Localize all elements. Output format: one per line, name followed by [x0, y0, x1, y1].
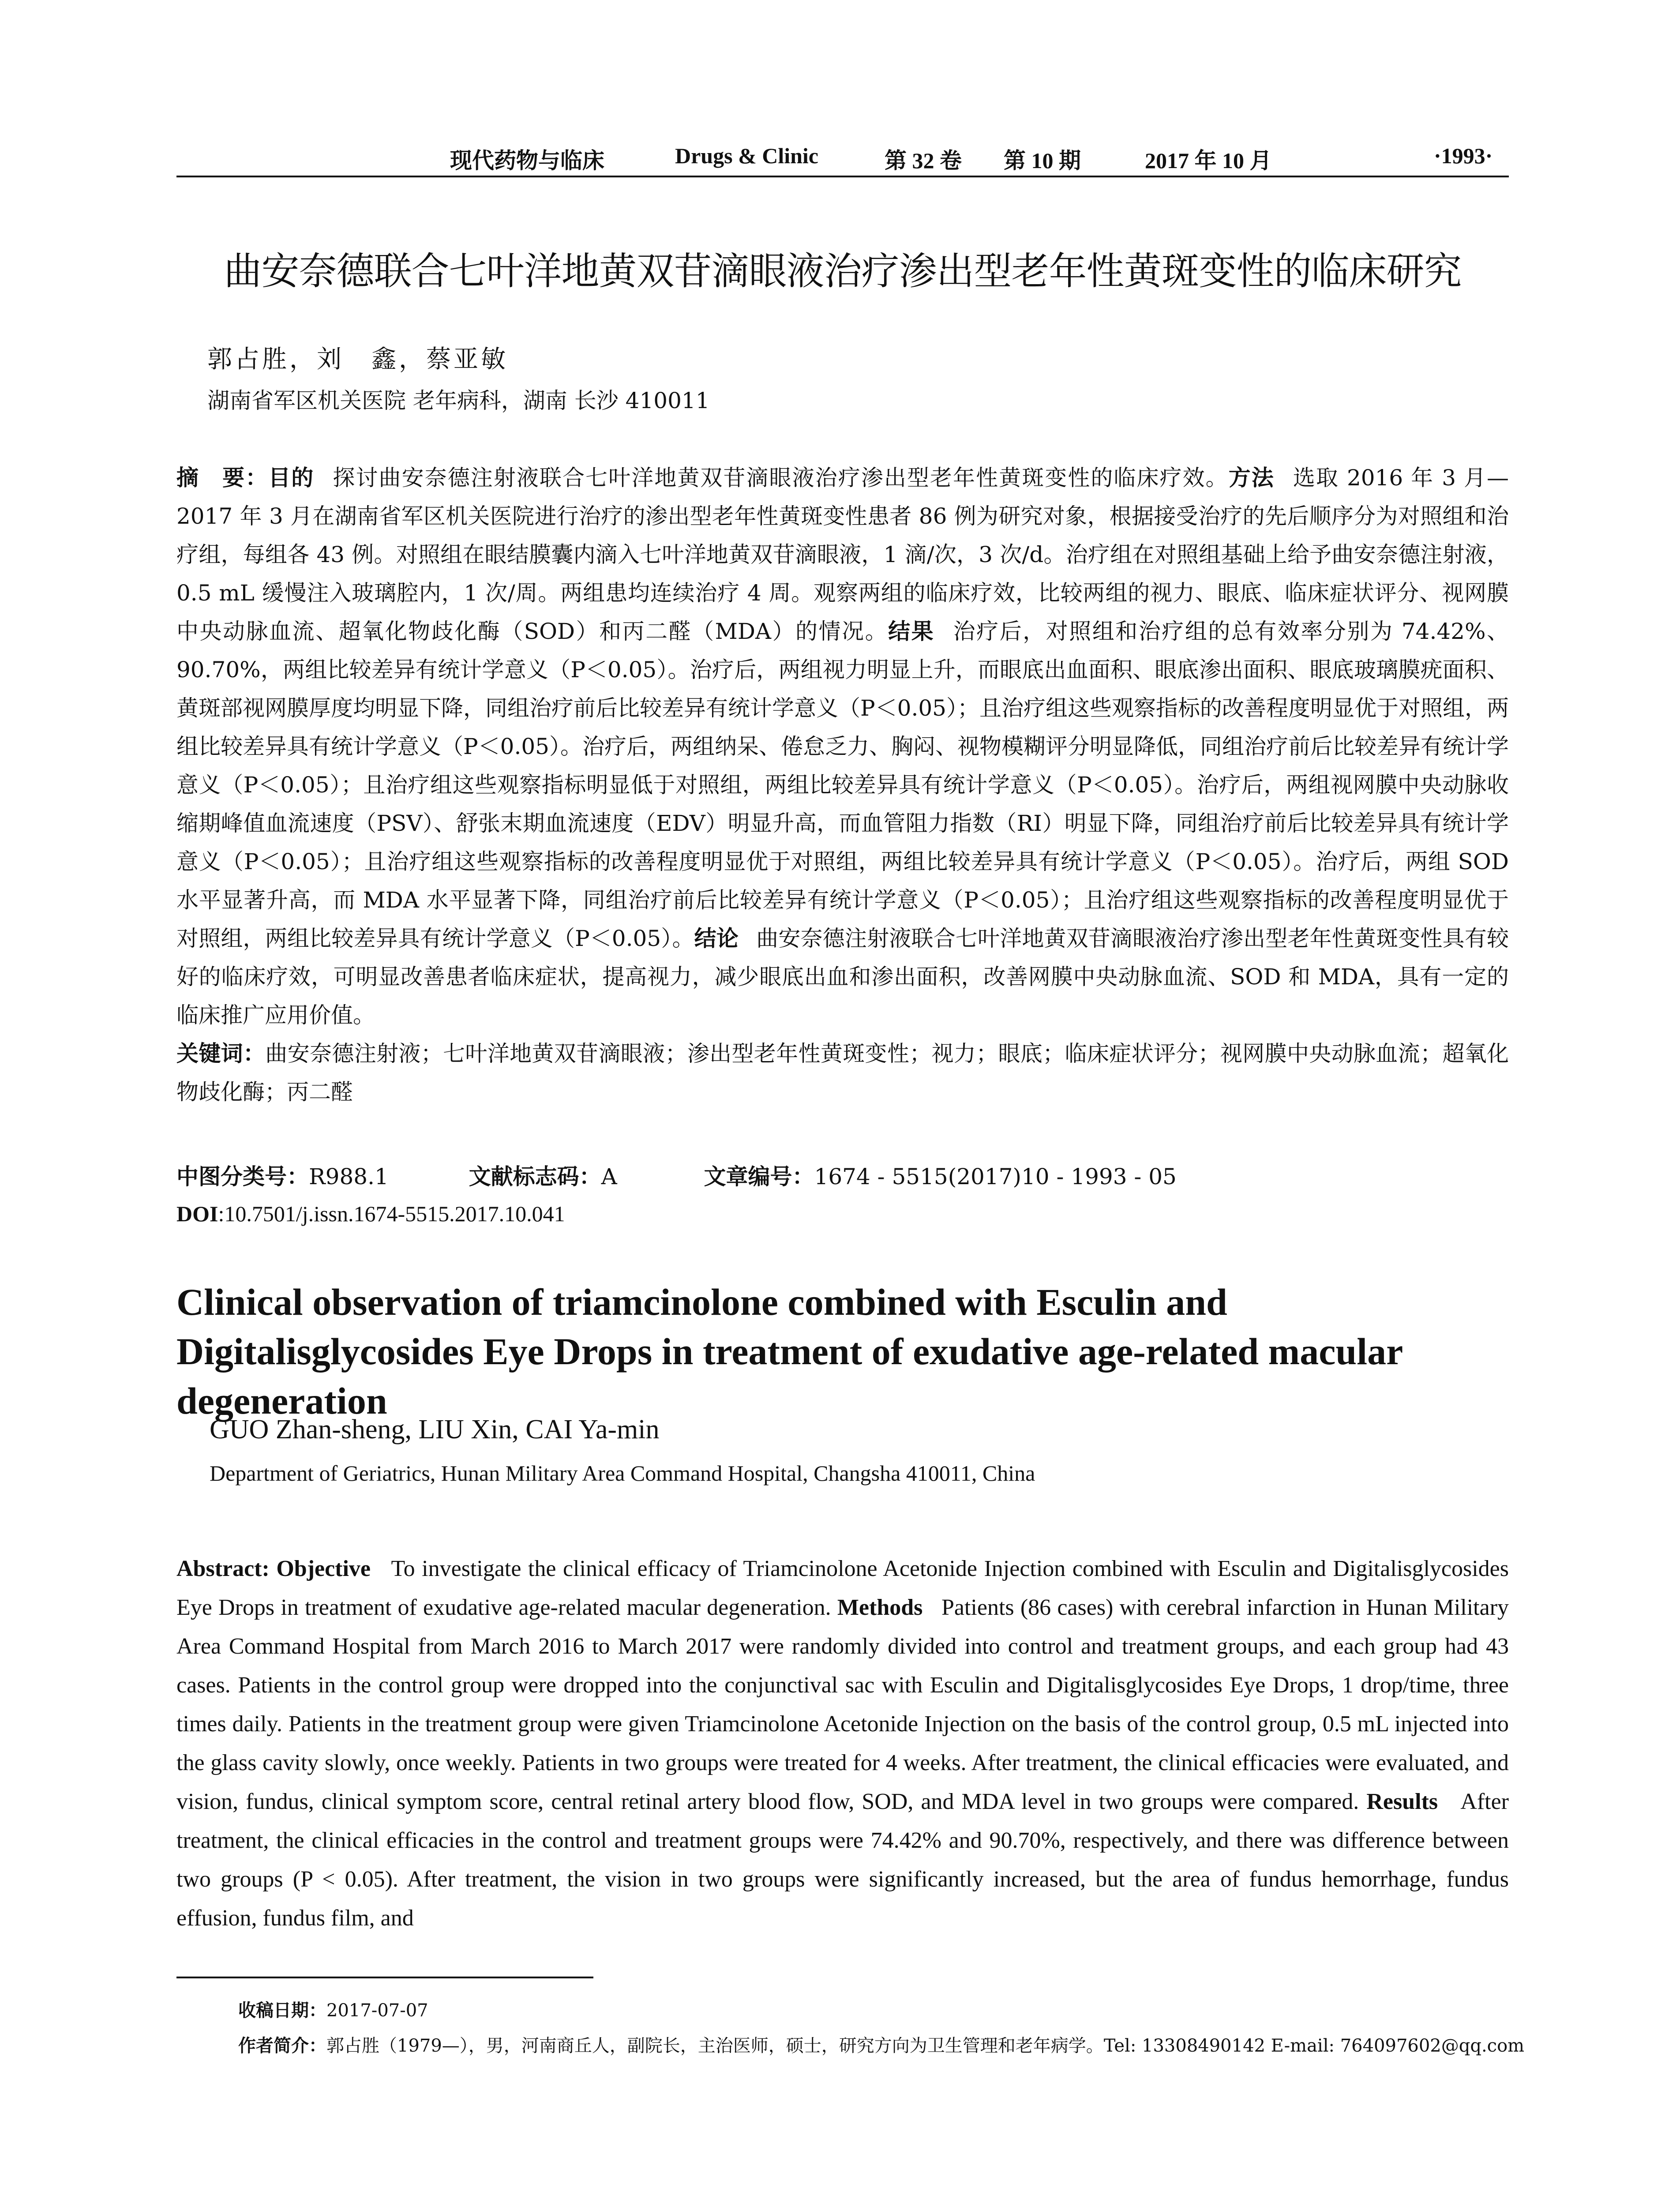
methods-label-en: Methods — [837, 1595, 923, 1620]
affiliation-cn: 湖南省军区机关医院 老年病科，湖南 长沙 410011 — [207, 388, 710, 413]
doi-value: :10.7501/j.issn.1674-5515.2017.10.041 — [218, 1201, 565, 1226]
journal-name-cn: 现代药物与临床 — [450, 148, 604, 173]
results-text-cn: 治疗后，对照组和治疗组的总有效率分别为 74.42%、90.70%，两组比较差异有统计学意义（P＜0.05）。治疗后，两组视力明显上升，而眼底出血面积、眼底渗出面积、眼底玻璃膜疣面积、黄斑部视网膜厚度均明显下降，同组治疗前后比较差异有统计学意义（P＜0.05）；且治疗组这些观察指标的改善程度明显优于对照组，两组比较差异具有统计学意义（P＜0.05）。治疗后，两组纳呆、倦怠乏力、胸闷、视物模糊评分明显降低，同组治疗前后比较差异有统计学意义（P＜0.05）；且治疗组这些观察指标明显低于对照组，两组比较差异具有统计学意义（P＜0.05）。治疗后，两组视网膜中央动脉收缩期峰值血流速度（PSV）、舒张末期血流速度（EDV）明显升高，而血管阻力指数（RI）明显下降，同组治疗前后比较差异具有统计学意义（P＜0.05）；且治疗组这些观察指标的改善程度明显优于对照组，两组比较差异具有统计学意义（P＜0.05）。治疗后，两组 SOD 水平显著升高，而 MDA 水平显著下降，同组治疗前后比较差异有统计学意义（P＜0.05）；且治疗组这些观察指标的改善程度明显优于对照组，两组比较差异具有统计学意义（P＜0.05）。 — [176, 619, 1509, 951]
footnote-rule — [176, 1977, 593, 1978]
title-cn: 曲安奈德联合七叶洋地黄双苷滴眼液治疗渗出型老年性黄斑变性的临床研究 — [224, 249, 1462, 293]
results-label-en: Results — [1366, 1789, 1438, 1814]
journal-name-en: Drugs & Clinic — [675, 143, 818, 168]
doi-line — [176, 1195, 1509, 1232]
doc-code-value: A — [601, 1164, 617, 1189]
article-number-label: 文章编号： — [704, 1164, 814, 1189]
keywords-cn — [176, 1035, 1509, 1111]
abstract-en-label: Abstract: Objective — [176, 1556, 371, 1581]
running-head — [176, 140, 1509, 177]
authors-cn: 郭占胜，刘 鑫，蔡亚敏 — [207, 345, 508, 374]
keywords-text-cn: 曲安奈德注射液；七叶洋地黄双苷滴眼液；渗出型老年性黄斑变性；视力；眼底；临床症状评分；视网膜中央动脉血流；超氧化物歧化酶；丙二醛 — [176, 1041, 1509, 1105]
abstract-cn-body — [176, 459, 1509, 1035]
authors-en: GUO Zhan-sheng, LIU Xin, CAI Ya-min — [210, 1414, 660, 1444]
issue: 第 10 期 — [1004, 148, 1081, 173]
footnote-received — [238, 1996, 428, 2022]
classification-line — [176, 1158, 1509, 1195]
issue-date: 2017 年 10 月 — [1145, 148, 1272, 173]
conclusion-text-cn: 曲安奈德注射液联合七叶洋地黄双苷滴眼液治疗渗出型老年性黄斑变性具有较好的临床疗效，可明显改善患者临床症状，提高视力，减少眼底出血和渗出面积，改善网膜中央动脉血流、SOD 和 MDA，具有一定的临床推广应用价值。 — [176, 926, 1509, 1028]
article-number-value: 1674 - 5515(2017)10 - 1993 - 05 — [814, 1164, 1177, 1189]
results-label-cn: 结果 — [888, 619, 935, 644]
doi-label: DOI — [176, 1201, 218, 1226]
doc-code-label: 文献标志码： — [469, 1164, 601, 1189]
abstract-cn-label: 摘 要： — [176, 465, 269, 491]
methods-text-cn: 选取 2016 年 3 月—2017 年 3 月在湖南省军区机关医院进行治疗的渗出型老年性黄斑变性患者 86 例为研究对象，根据接受治疗的先后顺序分为对照组和治疗组，每组各 43 例。对照组在眼结膜囊内滴入七叶洋地黄双苷滴眼液，1 滴/次，3 次/d。治疗组在对照组基础上给予曲安奈德注射液，0.5 mL 缓慢注入玻璃腔内，1 次/周。两组患均连续治疗 4 周。观察两组的临床疗效，比较两组的视力、眼底、临床症状评分、视网膜中央动脉血流、超氧化物歧化酶（SOD）和丙二醛（MDA）的情况。 — [176, 465, 1509, 644]
abstract-cn — [176, 459, 1509, 1111]
title-en: Clinical observation of triamcinolone combined with Esculin and Digitalisglycosides Eye Drops in treatment of exudative age-related macular degeneration — [176, 1281, 1402, 1422]
methods-text-en: Patients (86 cases) with cerebral infarction in Hunan Military Area Command Hospital from March 2016 to March 2017 were randomly divided into control and treatment groups, and each group had 43 cases. Patients in the control group were dropped into the conjunctival sac with Esculin and Digitalisglycosides Eye Drops, 1 drop/time, three times daily. Patients in the treatment group were given Triamcinolone Acetonide Injection on the basis of the control group, 0.5 mL injected into the glass cavity slowly, once weekly. Patients in two groups were treated for 4 weeks. After treatment, the clinical efficacies were evaluated, and vision, fundus, clinical symptom score, central retinal artery blood flow, SOD, and MDA level in two groups were compared. — [176, 1595, 1509, 1814]
objective-text-en: To investigate the clinical efficacy of Triamcinolone Acetonide Injection combined with Esculin and Digitalisglycosides Eye Drops in treatment of exudative age-related macular degeneration. — [176, 1556, 1509, 1620]
keywords-label-cn: 关键词： — [176, 1041, 266, 1066]
results-text-en: After treatment, the clinical efficacies in the control and treatment groups were 74.42% and 90.70%, respectively, and there was difference between two groups (P < 0.05). After treatment, the vision in two groups were significantly increased, but the area of fundus hemorrhage, fundus effusion, fundus film, and — [176, 1789, 1509, 1931]
abstract-en — [176, 1549, 1509, 1938]
clc-label: 中图分类号： — [176, 1164, 309, 1189]
objective-label-cn: 目的 — [268, 465, 315, 491]
clc-value: R988.1 — [309, 1164, 389, 1189]
author-bio-label: 作者简介： — [238, 2036, 326, 2056]
methods-label-cn: 方法 — [1228, 465, 1275, 491]
author-bio-text: 郭占胜（1979—），男，河南商丘人，副院长，主治医师，硕士，研究方向为卫生管理和老年病学。Tel: 13308490142 E-mail: 764097602@qq.com — [326, 2036, 1525, 2056]
affiliation-en: Department of Geriatrics, Hunan Military Area Command Hospital, Changsha 410011, China — [210, 1461, 1035, 1486]
objective-text-cn: 探讨曲安奈德注射液联合七叶洋地黄双苷滴眼液治疗渗出型老年性黄斑变性的临床疗效。 — [332, 465, 1229, 491]
page-number: ·1993· — [1434, 143, 1493, 168]
footnote-author-bio — [238, 2032, 1524, 2057]
article-meta — [176, 1158, 1509, 1232]
volume: 第 32 卷 — [885, 148, 962, 173]
conclusion-label-cn: 结论 — [694, 926, 739, 951]
received-date: 2017-07-07 — [326, 2000, 428, 2021]
received-label: 收稿日期： — [238, 2000, 326, 2021]
